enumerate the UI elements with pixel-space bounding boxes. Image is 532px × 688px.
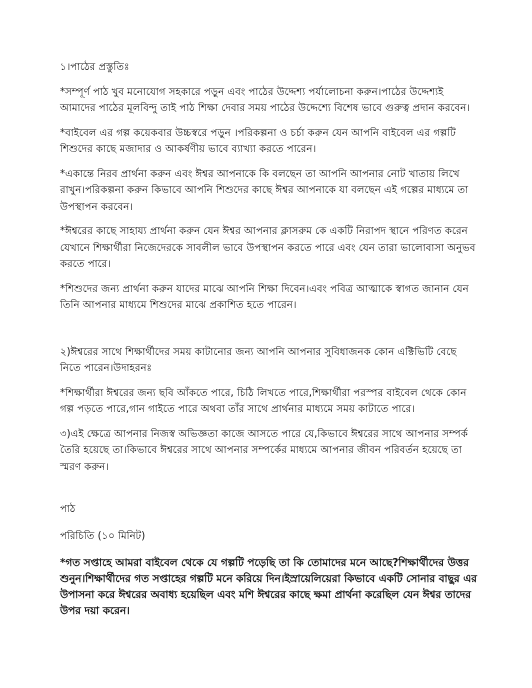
prep-item-classroom-prayer: *ঈশ্বরের কাছে সাহায্য প্রার্থনা করুন যেন ঈশ্বর আপনার ক্লাসরুম কে একটি নিরাপদ স্থানে পরিণত করেন যেখানে শিক্ষার্থীরা নিজেদেরকে সাবলীল ভাবে উপস্থাপন করতে পারে এবং যেন তারা ভালোবাসা অনুভব করতে পারে। xyxy=(60,226,476,270)
intro-text: *গত সপ্তাহে আমরা বাইবেল থেকে যে গল্পটি পড়েছি তা কি তোমাদের মনে আছে?শিক্ষার্থীদের উত্তর শুনুন।শিক্ষার্থীদের গত সপ্তাহের গল্পটি মনে করিয়ে দিন।ইস্রায়েলিয়েরা কিভাবে একটি সোনার বাছুর এর উপাসনা করে ঈশ্বরের অবাধ্য হয়েছিল এবং মশি ঈশ্বরের কাছে ক্ষমা প্রার্থনা করেছিল যেন ঈশ্বর তাদের উপর দয়া করেন। xyxy=(60,557,477,617)
section2-intro: ২)ঈশ্বরের সাথে শিক্ষার্থীদের সময় কাটানোর জন্য আপনি আপনার সুবিধাজনক কোন এক্টিভিটি বেছে নিতে পারেন।উদাহরনঃ xyxy=(60,346,457,374)
lesson-heading: পাঠ xyxy=(60,504,76,515)
prep-item-read-aloud: *বাইবেল এর গল্প কয়েকবার উচ্চস্বরে পড়ুন ।পরিকল্পনা ও চর্চা করুন যেন আপনি বাইবেল এর গল্পটি শিশুদের কাছে মজাদার ও আকর্ষণীয় ভাবে ব্যাখ্যা করতে পারেন। xyxy=(60,127,456,155)
prep-item-children-prayer: *শিশুদের জন্য প্রার্থনা করুন যাদের মাঝে আপনি শিক্ষা দিবেন।এবং পবিত্র আত্মাকে স্বাগত জানান যেন তিনি আপনার মাধ্যমে শিশুদের মাঝে প্রকাশিত হতে পারেন। xyxy=(60,283,469,311)
section3-text: ৩)এই ক্ষেত্রে আপনার নিজস্ব অভিজ্ঞতা কাজে আসতে পারে যে,কিভাবে ঈশ্বরের সাথে আপনার সম্পর্ক তৈরি হয়েছে তা।কিভাবে ঈশ্বরের সাথে আপনার সম্পর্কের মাধ্যমে আপনার জীবন পরিবর্তন হয়েছে তা স্মরণ করুন। xyxy=(60,428,468,473)
section2-example: *শিক্ষার্থীরা ঈশ্বরের জন্য ছবি আঁকতে পারে, চিঠি লিখতে পারে,শিক্ষার্থীরা পরস্পর বাইবেল থেকে কোন গল্প পড়তে পারে,গান গাইতে পারে অথবা তাঁর সাথে প্রার্থনার মাধ্যমে সময় কাটাতে পারে। xyxy=(60,387,467,415)
prep-item-silent-prayer: *একান্তে নিরব প্রার্থনা করুন এবং ঈশ্বর আপনাকে কি বলছেন তা আপনি আপনার নোট খাতায় লিখে রাখুন।পরিকল্পনা করুন কিভাবে আপনি শিশুদের কাছে ঈশ্বর আপনাকে যা বলছেন এই গল্পের মাধ্যমে তা উপস্থাপন করবেন। xyxy=(60,168,469,213)
prep-item-focus: *সম্পূর্ণ পাঠ খুব মনোযোগ সহকারে পড়ুন এবং পাঠের উদ্দেশ্য পর্যালোচনা করুন।পাঠের উদ্দেশ্যই আমাদের পাঠের মূলবিন্দু তাই পাঠ শিক্ষা দেবার সময় পাঠের উদ্দেশ্যে বিশেষ ভাবে গুরুত্ব প্রদান করবেন। xyxy=(60,86,470,114)
intro-title: পরিচিতি (১০ মিনিট) xyxy=(60,530,146,542)
document-page xyxy=(60,60,480,619)
section1-heading: ১।পাঠের প্রস্তুতিঃ xyxy=(60,62,130,73)
